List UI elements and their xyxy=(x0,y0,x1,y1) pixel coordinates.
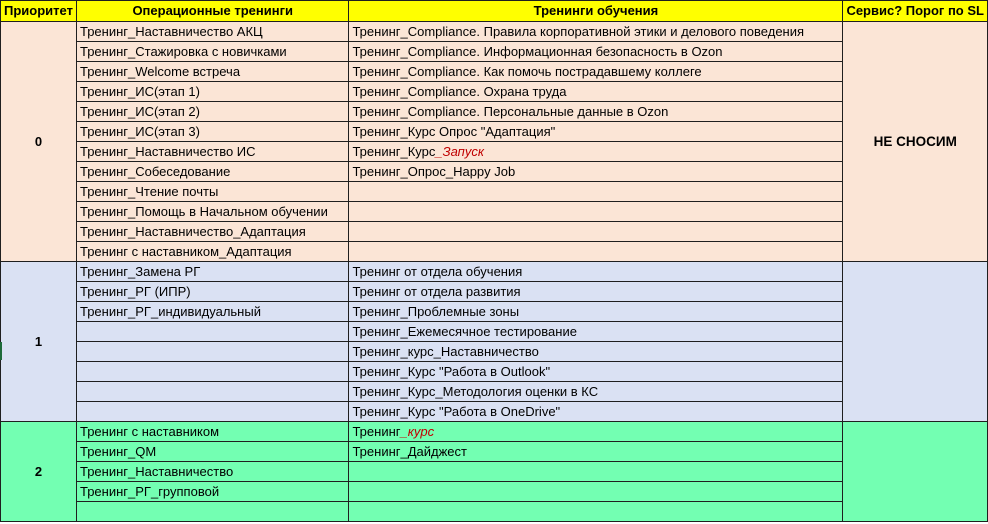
learning-training-cell[interactable] xyxy=(349,422,843,442)
learning-training-text: Тренинг от отдела обучения xyxy=(352,264,523,279)
operational-training-cell[interactable] xyxy=(76,382,348,402)
table-row xyxy=(1,362,988,382)
table-row xyxy=(1,342,988,362)
table-row xyxy=(1,262,988,282)
learning-training-cell[interactable] xyxy=(349,362,843,382)
table-row xyxy=(1,422,988,442)
operational-training-cell[interactable]: Тренинг_Наставничество АКЦ xyxy=(76,22,348,42)
header-row xyxy=(1,1,988,22)
table-body xyxy=(1,22,988,522)
learning-training-text: Тренинг_Compliance. Персональные данные в Ozon xyxy=(352,104,669,119)
operational-training-cell[interactable] xyxy=(76,402,348,422)
learning-training-cell[interactable] xyxy=(349,82,843,102)
operational-training-cell[interactable]: Тренинг_ИС(этап 2) xyxy=(76,102,348,122)
learning-training-cell[interactable] xyxy=(349,22,843,42)
operational-training-cell[interactable]: Тренинг_Welcome встреча xyxy=(76,62,348,82)
learning-training-text: Тренинг_Compliance. Как помочь пострадавшему коллеге xyxy=(352,64,702,79)
table-row xyxy=(1,62,988,82)
operational-training-cell[interactable]: Тренинг_Помощь в Начальном обучении xyxy=(76,202,348,222)
table-row xyxy=(1,302,988,322)
operational-training-cell[interactable] xyxy=(76,342,348,362)
operational-training-cell[interactable]: Тренинг_Наставничество ИС xyxy=(76,142,348,162)
learning-training-cell[interactable] xyxy=(349,222,843,242)
learning-training-text: Тренинг_Проблемные зоны xyxy=(352,304,520,319)
learning-training-text: Тренинг_Compliance. Информационная безопасность в Ozon xyxy=(352,44,723,59)
sheet-edge-marker xyxy=(0,342,2,360)
learning-training-text: Тренинг_курс_Наставничество xyxy=(352,344,539,359)
operational-training-cell[interactable]: Тренинг_Чтение почты xyxy=(76,182,348,202)
learning-training-text: Тренинг_Курс_Методология оценки в КС xyxy=(352,384,599,399)
learning-training-cell[interactable] xyxy=(349,202,843,222)
table-row xyxy=(1,42,988,62)
learning-training-highlight: _Запуск xyxy=(435,144,484,159)
operational-training-cell[interactable]: Тренинг_РГ_групповой xyxy=(76,482,348,502)
table-row xyxy=(1,182,988,202)
learning-training-cell[interactable] xyxy=(349,342,843,362)
header-operational-trainings[interactable]: Операционные тренинги xyxy=(76,1,348,22)
table-row xyxy=(1,402,988,422)
table-row xyxy=(1,202,988,222)
learning-training-cell[interactable] xyxy=(349,282,843,302)
learning-training-cell[interactable] xyxy=(349,462,843,482)
learning-training-cell[interactable] xyxy=(349,442,843,462)
table-row xyxy=(1,502,988,522)
table-row xyxy=(1,82,988,102)
operational-training-cell[interactable] xyxy=(76,322,348,342)
operational-training-cell[interactable]: Тренинг_ИС(этап 3) xyxy=(76,122,348,142)
table-row xyxy=(1,122,988,142)
table-row xyxy=(1,462,988,482)
operational-training-cell[interactable]: Тренинг с наставником_Адаптация xyxy=(76,242,348,262)
table-row xyxy=(1,102,988,122)
table-row xyxy=(1,282,988,302)
service-sl-cell[interactable]: НЕ СНОСИМ xyxy=(843,22,988,262)
learning-training-cell[interactable] xyxy=(349,182,843,202)
learning-training-cell[interactable] xyxy=(349,142,843,162)
learning-training-text: Тренинг xyxy=(352,424,401,439)
operational-training-cell[interactable] xyxy=(76,362,348,382)
operational-training-cell[interactable]: Тренинг_QM xyxy=(76,442,348,462)
table-row xyxy=(1,142,988,162)
learning-training-text: Тренинг_Ежемесячное тестирование xyxy=(352,324,577,339)
learning-training-cell[interactable] xyxy=(349,322,843,342)
operational-training-cell[interactable]: Тренинг_Наставничество_Адаптация xyxy=(76,222,348,242)
header-learning-trainings[interactable]: Тренинги обучения xyxy=(349,1,843,22)
learning-training-cell[interactable] xyxy=(349,502,843,522)
learning-training-cell[interactable] xyxy=(349,162,843,182)
learning-training-cell[interactable] xyxy=(349,42,843,62)
operational-training-cell[interactable]: Тренинг_ИС(этап 1) xyxy=(76,82,348,102)
table-row xyxy=(1,222,988,242)
learning-training-text: Тренинг_Курс xyxy=(352,144,436,159)
table-row xyxy=(1,242,988,262)
priority-cell[interactable]: 2 xyxy=(1,422,77,522)
table-row xyxy=(1,162,988,182)
header-service-sl-threshold[interactable]: Сервис? Порог по SL xyxy=(843,1,988,22)
learning-training-cell[interactable] xyxy=(349,62,843,82)
learning-training-cell[interactable] xyxy=(349,402,843,422)
priority-cell[interactable]: 1 xyxy=(1,262,77,422)
operational-training-cell[interactable]: Тренинг с наставником xyxy=(76,422,348,442)
learning-training-cell[interactable] xyxy=(349,302,843,322)
operational-training-cell[interactable] xyxy=(76,502,348,522)
operational-training-cell[interactable]: Тренинг_Замена РГ xyxy=(76,262,348,282)
service-sl-cell[interactable] xyxy=(843,422,988,522)
table-row xyxy=(1,382,988,402)
learning-training-cell[interactable] xyxy=(349,102,843,122)
learning-training-cell[interactable] xyxy=(349,482,843,502)
table-row xyxy=(1,22,988,42)
learning-training-text: Тренинг_Курс "Работа в OneDrive" xyxy=(352,404,561,419)
learning-training-text: Тренинг_Compliance. Правила корпоративной этики и делового поведения xyxy=(352,24,805,39)
operational-training-cell[interactable]: Тренинг_РГ_индивидуальный xyxy=(76,302,348,322)
learning-training-text: Тренинг_Курс Опрос "Адаптация" xyxy=(352,124,556,139)
priority-cell[interactable]: 0 xyxy=(1,22,77,262)
learning-training-highlight: _курс xyxy=(400,424,435,439)
header-priority[interactable]: Приоритет xyxy=(1,1,77,22)
learning-training-text: Тренинг_Опрос_Happy Job xyxy=(352,164,516,179)
learning-training-text: Тренинг от отдела развития xyxy=(352,284,521,299)
learning-training-cell[interactable] xyxy=(349,242,843,262)
learning-training-cell[interactable] xyxy=(349,122,843,142)
table-row xyxy=(1,322,988,342)
learning-training-text: Тренинг_Compliance. Охрана труда xyxy=(352,84,567,99)
learning-training-cell[interactable] xyxy=(349,382,843,402)
table-row xyxy=(1,482,988,502)
table-row xyxy=(1,442,988,462)
operational-training-cell[interactable]: Тренинг_Стажировка с новичками xyxy=(76,42,348,62)
service-sl-cell[interactable] xyxy=(843,262,988,422)
learning-training-text: Тренинг_Курс "Работа в Outlook" xyxy=(352,364,551,379)
operational-training-cell[interactable]: Тренинг_РГ (ИПР) xyxy=(76,282,348,302)
learning-training-cell[interactable] xyxy=(349,262,843,282)
operational-training-cell[interactable]: Тренинг_Собеседование xyxy=(76,162,348,182)
learning-training-text: Тренинг_Дайджест xyxy=(352,444,467,459)
operational-training-cell[interactable]: Тренинг_Наставничество xyxy=(76,462,348,482)
